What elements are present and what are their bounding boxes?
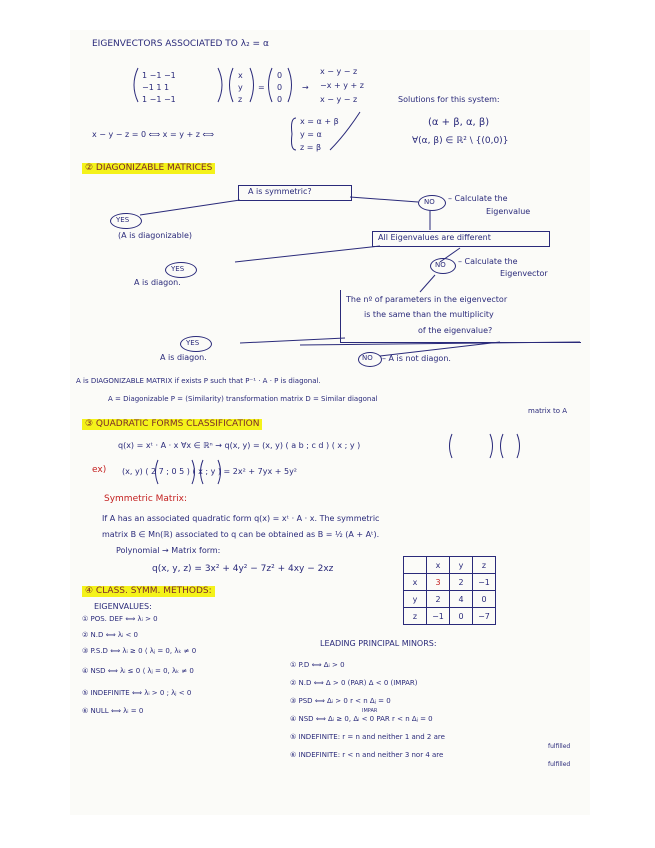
yes-label-2: YES	[171, 265, 185, 273]
calc-eigenvector-2: Eigenvector	[500, 269, 548, 278]
table-row	[404, 608, 496, 625]
lpm-item-4: ④ NSD ⟺ Δᵢ ≥ 0, Δᵢ < 0 PAR r < n Δⱼ = 0	[290, 715, 433, 723]
table-cell: x	[404, 574, 427, 591]
table-row	[404, 557, 496, 574]
section-4-title: ④ CLASS. SYMM. METHODS:	[82, 586, 215, 597]
param-eq-1: x = α + β	[300, 117, 339, 126]
zero-3: 0	[277, 95, 283, 104]
question-params-3: of the eigenvalue?	[418, 326, 493, 335]
no-label-2: NO	[435, 261, 446, 269]
calc-eigenvalue-2: Eigenvalue	[486, 207, 531, 216]
question-symmetric: A is symmetric?	[248, 187, 312, 196]
matrix-row-2: −1 1 1	[142, 83, 170, 92]
param-eq-2: y = α	[300, 130, 322, 139]
vec-x: x	[238, 71, 243, 80]
question-eigen-diff: All Eigenvalues are different	[378, 233, 491, 242]
eigen-header: EIGENVECTORS ASSOCIATED TO λ₂ = α	[92, 39, 269, 49]
eig-item-2: ② N.D ⟺ λᵢ < 0	[82, 631, 138, 639]
matrix-row-1: 1 −1 −1	[142, 71, 176, 80]
eigenvalues-label: EIGENVALUES:	[94, 602, 152, 611]
zero-1: 0	[277, 71, 283, 80]
yes-label-1: YES	[116, 216, 130, 224]
lpm-item-3: ③ PSD ⟺ Δᵢ > 0 r < n Δⱼ = 0	[290, 697, 391, 705]
table-cell	[404, 557, 427, 574]
lpm-item-1: ① P.D ⟺ Δᵢ > 0	[290, 661, 345, 669]
solutions-label: Solutions for this system:	[398, 95, 500, 104]
lpm-item-5: ⑤ INDEFINITE: r = n and neither 1 and 2 are	[290, 733, 445, 741]
eig-item-5: ⑤ INDEFINITE ⟺ λᵢ > 0 ; λⱼ < 0	[82, 689, 192, 697]
lpm-label: LEADING PRINCIPAL MINORS:	[320, 639, 437, 648]
polynomial: q(x, y, z) = 3x² + 4y² − 7z² + 4xy − 2xz	[152, 564, 334, 574]
yes1-note: (A is diagonizable)	[118, 231, 192, 240]
yes3-note: A is diagon.	[160, 353, 207, 362]
rhs-eq-1: x − y − z	[320, 67, 358, 76]
eq-line: x − y − z = 0 ⟺ x = y + z ⟺	[92, 130, 214, 139]
qf-definition: q(x) = xᵗ · A · x ∀x ∈ ℝⁿ → q(x, y) = (x, y) ( a b ; c d ) ( x ; y )	[118, 441, 361, 450]
table-cell: z	[404, 608, 427, 625]
diag-definition: A is DIAGONIZABLE MATRIX if exists P such that P⁻¹ · A · P is diagonal.	[76, 377, 321, 385]
zero-2: 0	[277, 83, 283, 92]
question-params-2: is the same than the multiplicity	[364, 310, 494, 319]
calc-eigenvalue-1: – Calculate the	[448, 194, 508, 203]
table-cell: 3	[427, 574, 450, 591]
diag-line-3: matrix to A	[528, 407, 568, 415]
example-label: ex)	[92, 465, 107, 475]
vec-z: z	[238, 95, 243, 104]
eig-item-6: ⑥ NULL ⟺ λᵢ = 0	[82, 707, 144, 715]
section-3-title: ③ QUADRATIC FORMS CLASSIFICATION	[82, 419, 262, 430]
impar-tag: IMPAR	[362, 708, 378, 714]
eig-item-3: ③ P.S.D ⟺ λᵢ ≥ 0 ⟨ λⱼ = 0, λₖ ≠ 0	[82, 647, 197, 655]
fulfilled-note-2: fulfilled	[548, 761, 571, 768]
table-cell: x	[427, 557, 450, 574]
fulfilled-note-1: fulfilled	[548, 743, 571, 750]
symmetric-text-2: matrix B ∈ Mn(ℝ) associated to q can be obtained as B = ½ (A + Aᵗ).	[102, 530, 380, 539]
rhs-eq-3: x − y − z	[320, 95, 358, 104]
matrix-row-3: 1 −1 −1	[142, 95, 176, 104]
eig-item-1: ① POS. DEF ⟺ λᵢ > 0	[82, 615, 158, 623]
symmetric-text-1: If A has an associated quadratic form q(x) = xᵗ · A · x. The symmetric	[102, 514, 380, 523]
table-cell: 2	[450, 574, 473, 591]
no-label-1: NO	[424, 198, 435, 206]
solution-set: (α + β, α, β)	[428, 117, 490, 128]
symmetric-title: Symmetric Matrix:	[104, 494, 188, 504]
coefficient-table	[403, 556, 496, 625]
rhs-eq-2: −x + y + z	[320, 81, 364, 90]
no3-note: – A is not diagon.	[382, 354, 451, 363]
table-cell: 0	[473, 591, 496, 608]
notes-page: EIGENVECTORS ASSOCIATED TO λ₂ = α 1 −1 −1 −1 1 1 1 −1 −1 x y z = 0 0 0 → x − y − z −x + y + z x − y − z Solutions for this system: (α + β, α, β) ∀(α, β) ∈ ℝ² \ {(0,0)} x − y − z = 0 ⟺ x = y + z ⟺ x = α + β y = α z = β ② DIAGONIZABLE MATRICES A is symmetric? NO – Calculate the Eigenvalue YES (A is diagonizable) All Eigenvalues are different NO – Calculate the Eigenvector YES A is diagon. The nº of parameters in the eigenvector is the same than the multiplicity of the eigenvalue? YES A is diagon. NO – A is not diagon. A is DIAGONIZABLE MATRIX if exists P such that P⁻¹ · A · P is diagonal. A = Diagonizable P = (Similarity) transformation matrix D = Similar diagonal matrix to A ③ QUADRATIC FORMS CLASSIFICATION q(x) = xᵗ · A · x ∀x ∈ ℝⁿ → q(x, y) = (x, y) ( a b ; c d ) ( x ; y ) ex) (x, y) ( 2 7 ; 0 5 ) ( x ; y ) = 2x² + 7yx + 5y² Symmetric Matrix: If A has an associated quadratic form q(x) = xᵗ · A · x. The symmetric matrix B ∈ Mn(ℝ) associated to q can be obtained as B = ½ (A + Aᵗ). Polynomial → Matrix form: q(x, y, z) = 3x² + 4y² − 7z² + 4xy − 2xz x y z x 3 2 −1 y 2 4 0 z −1 0 −7 ④ CLASS. SYMM. METHODS: EIGENVALUES: ① POS. DEF ⟺ λᵢ > 0 ② N.D ⟺ λᵢ < 0 ③ P.S.D ⟺ λᵢ ≥ 0 ⟨ λⱼ = 0, λₖ ≠ 0 ④ NSD ⟺ λᵢ ≤ 0 ⟨ λⱼ = 0, λₖ ≠ 0 ⑤ INDEFINITE ⟺ λᵢ > 0 ; λⱼ < 0 ⑥ NULL ⟺ λᵢ = 0 LEADING PRINCIPAL MINORS: ① P.D ⟺ Δᵢ > 0 ② N.D ⟺ Δ > 0 (PAR) Δ < 0 (IMPAR) ③ PSD ⟺ Δᵢ > 0 r < n Δⱼ = 0 IMPAR ④ NSD ⟺ Δᵢ ≥ 0, Δᵢ < 0 PAR r < n Δⱼ = 0 ⑤ INDEFINITE: r = n and neither 1 and 2 are fulfilled ⑥ INDEFINITE: r < n and neither 3 nor 4 are fulfilled	[0, 0, 655, 848]
no-label-3: NO	[362, 354, 373, 362]
yes-label-3: YES	[186, 339, 200, 347]
table-cell: 4	[450, 591, 473, 608]
lpm-item-6: ⑥ INDEFINITE: r < n and neither 3 nor 4 are	[290, 751, 444, 759]
diag-line-2: A = Diagonizable P = (Similarity) transformation matrix D = Similar diagonal	[108, 395, 378, 403]
table-cell: −7	[473, 608, 496, 625]
lpm-item-2: ② N.D ⟺ Δ > 0 (PAR) Δ < 0 (IMPAR)	[290, 679, 418, 687]
table-cell: −1	[473, 574, 496, 591]
table-row	[404, 591, 496, 608]
table-row	[404, 574, 496, 591]
table-cell: 0	[450, 608, 473, 625]
section-2-title: ② DIAGONIZABLE MATRICES	[82, 163, 215, 174]
table-cell: 2	[427, 591, 450, 608]
table-cell: y	[404, 591, 427, 608]
table-cell: z	[473, 557, 496, 574]
calc-eigenvector-1: – Calculate the	[458, 257, 518, 266]
example-formula: (x, y) ( 2 7 ; 0 5 ) ( x ; y ) = 2x² + 7yx + 5y²	[122, 467, 298, 476]
table-cell: y	[450, 557, 473, 574]
param-eq-3: z = β	[300, 143, 322, 152]
eig-item-4: ④ NSD ⟺ λᵢ ≤ 0 ⟨ λⱼ = 0, λₖ ≠ 0	[82, 667, 194, 675]
table-cell: −1	[427, 608, 450, 625]
question-params-1: The nº of parameters in the eigenvector	[346, 295, 508, 304]
solution-cond: ∀(α, β) ∈ ℝ² \ {(0,0)}	[412, 136, 509, 146]
symmetric-text-3: Polynomial → Matrix form:	[116, 546, 221, 555]
yes2-note: A is diagon.	[134, 278, 181, 287]
vec-y: y	[238, 83, 243, 92]
